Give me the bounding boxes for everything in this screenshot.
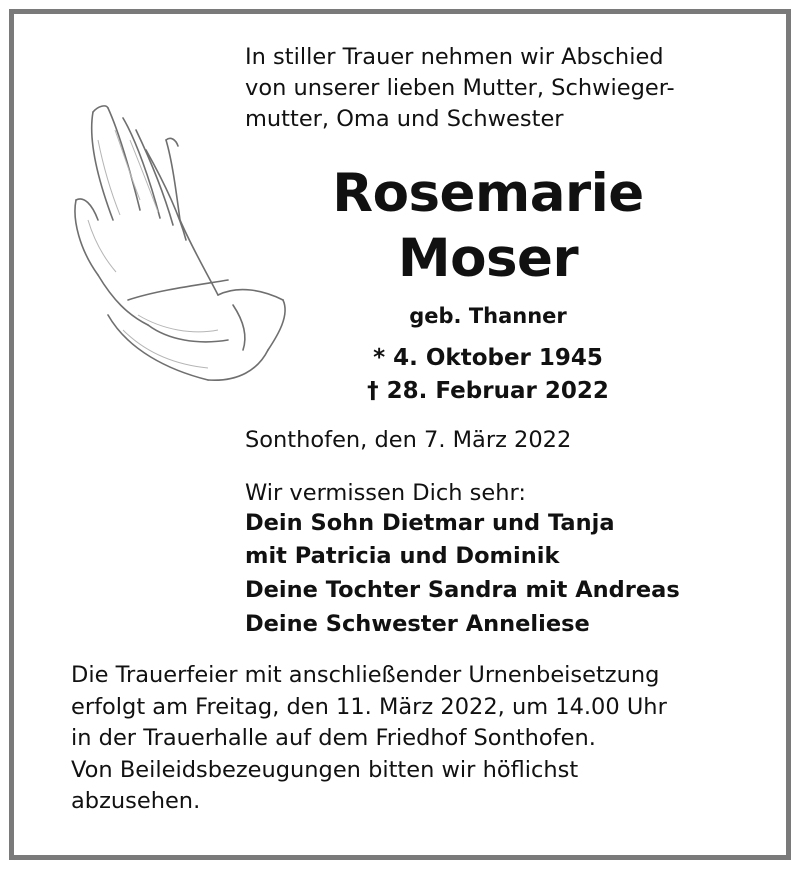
intro-line: von unserer lieben Mutter, Schwieger-	[245, 75, 675, 101]
intro-text	[245, 42, 675, 135]
intro-line: In stiller Trauer nehmen wir Abschied	[245, 44, 664, 70]
deceased-first-name: Rosemarie	[332, 163, 644, 224]
funeral-line: erfolgt am Freitag, den 11. März 2022, um 14.00 Uhr	[71, 693, 667, 720]
birth-date: * 4. Oktober 1945	[373, 345, 603, 371]
death-date: † 28. Februar 2022	[367, 378, 609, 404]
funeral-line: in der Trauerhalle auf dem Friedhof Sonthofen.	[71, 725, 596, 751]
maiden-name: geb. Thanner	[409, 304, 567, 328]
mourner-line: mit Patricia und Dominik	[245, 543, 560, 569]
funeral-line: Von Beileidsbezeugungen bitten wir höflichst	[71, 756, 579, 783]
funeral-line: abzusehen.	[71, 788, 201, 814]
funeral-line: Die Trauerfeier mit anschließender Urnenbeisetzung	[71, 662, 660, 688]
mourner-line: Dein Sohn Dietmar und Tanja	[245, 510, 615, 536]
mourner-line: Deine Schwester Anneliese	[245, 611, 590, 637]
miss-line: Wir vermissen Dich sehr:	[245, 480, 526, 506]
place-date: Sonthofen, den 7. März 2022	[245, 427, 572, 453]
intro-line: mutter, Oma und Schwester	[245, 106, 564, 132]
mourner-line: Deine Tochter Sandra mit Andreas	[245, 577, 680, 603]
deceased-last-name: Moser	[397, 228, 579, 289]
funeral-notice	[71, 660, 667, 818]
